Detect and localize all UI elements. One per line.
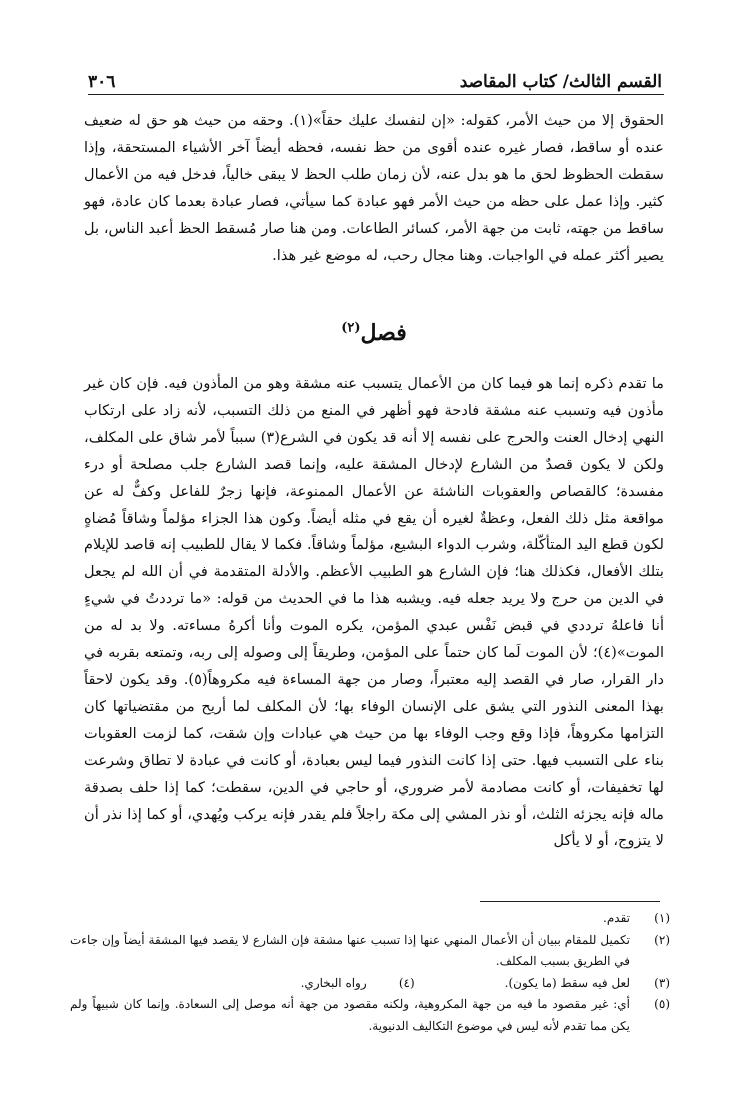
footnotes [70, 908, 670, 1037]
footnote-divider [480, 901, 660, 902]
section-note-ref: (٢) [341, 320, 361, 336]
footnote-5 [70, 994, 670, 1037]
footnote-number: (٥) [654, 997, 670, 1011]
page-header [88, 58, 662, 92]
footnote-4 [301, 973, 415, 995]
footnote-number: (٣) [654, 975, 670, 990]
paragraph-1: الحقوق إلا من حيث الأمر، كقوله: «إن لنفسك عليك حقاً»(١). وحقه من حيث هو حق له ضعيف عنده أو ساقط، فصار غيره عنده أقوى من حظ نفسه، فحظه أيضاً آخر الأشياء المستحقة، وإذا سقطت الحظوظ لحق ما هو بدل عنه، لأن زمان طلب الحظ لا يبقى خالياً، فدخل فيه من الأعمال كثير. وإذا عمل على حظه من حيث الأمر فهو عبادة كما سيأتي، فصار عبادة بعدما كان عادة، فهو ساقط من جهته، ثابت من جهة الأمر، كسائر الطاعات. ومن هنا صار مُسقط الحظ أعبد الناس، بل يصير أكثر عمله في الواجبات. وهنا مجال رحب، له موضع غير هذا. [84, 112, 664, 264]
section-title: فصل [360, 320, 407, 346]
footnote-text: تكميل للمقام ببيان أن الأعمال المنهي عنها إذا تسبب عنها مشقة فإن الشارع لا يقصد فيها المشقة أيضاً وإن جاءت في الطريق بسبب المكلف. [70, 932, 630, 968]
footnote-text: رواه البخاري. [300, 975, 367, 990]
footnote-text: أي: غير مقصود ما فيه من جهة المكروهية، ولكنه مقصود من جهة أنه موصل إلى السعادة. وإنما كان شبيهاً ولم يكن مما تقدم لأنه ليس في موضوع التكاليف الدنيوية. [70, 997, 630, 1033]
paragraph-2: ما تقدم ذكره إنما هو فيما كان من الأعمال يتسبب عنه مشقة وهو من المأذون فيه. فإن كان غير مأذون فيه وتسبب عنه مشقة فادحة فهو أظهر في المنع من ذلك التسبب، لأنه زاد على ارتكاب النهي إدخال العنت والحرج على نفسه إلا أنه قد يكون في الشرع(٣) سبباً لأمر شاق على المكلف، ولكن لا يكون قصدٌ من الشارع لإدخال المشقة عليه، وإنما قصد الشارع جلب مصلحة أو درء مفسدة؛ كالقصاص والعقوبات الناشئة عن الأعمال الممنوعة، فإنها زجرٌ للفاعل وكفٌّ له عن مواقعة مثل ذلك الفعل، وعظةٌ لغيره أن يقع في مثله أيضاً. وكون هذا الجزاء مؤلماً وشاقاً مُضاهٍ لكون قطع اليد المتأكّلة، وشرب الدواء البشيع، مؤلماً وشاقاً. فكما لا يقال للطبيب إنه قاصد للإيلام بتلك الأفعال، فكذلك هنا؛ فإن الشارع هو الطبيب الأعظم. والأدلة المتقدمة في أن الله لم يجعل في الدين من حرج ولا يريد جعله فيه. ويشبه هذا ما في الحديث من قوله: «ما ترددتُ في شيءٍ أنا فاعلهُ ترددي في قبض نَفْس عبدي المؤمن، يكره الموت وأنا أكرهُ مساءته. ولا بد له من الموت»(٤)؛ لأن الموت لَما كان حتماً على المؤمن، وطريقاً إلى وصوله إلى ربه، وتمتعه بقربه في دار القرار، صار في القصد إليه معتبراً، وصار من جهة المساءة فيه مكروهاً(٥). وقد يكون لاحقاً بهذا المعنى النذور التي يشق على الإنسان الوفاء بها؛ لأن المكلف لما أريح من مقتضياتها كان التزامها مكروهاً، فإذا وقع وجب الوفاء بها من حيث هي عبادات وإن شقت، كما لزمت العقوبات بناء على التسبب فيها. حتى إذا كانت النذور فيما ليس بعبادة، أو كانت في عبادة لا تطاق وشرعت لها تخفيفات، أو كانت مصادمة لأمر ضروري، أو حاجي في الدين، سقطت؛ كما إذا حلف بصدقة ماله فإنه يجزئه الثلث، أو نذر المشي إلى مكة راجلاً فلم يقدر فإنه يركب ويُهدي، أو كما إذا نذر أن لا يتزوج، أو لا يأكل [84, 375, 665, 850]
footnote-3-4 [70, 973, 670, 995]
footnote-1 [70, 908, 670, 930]
footnote-text: تقدم. [603, 911, 630, 925]
running-title: القسم الثالث/ كتاب المقاصد [459, 72, 662, 92]
footnote-number: (٤) [398, 975, 415, 990]
page-number: ٣٠٦ [88, 72, 116, 92]
footnote-text: لعل فيه سقط (ما يكون). [504, 975, 630, 990]
footnote-number: (٢) [654, 932, 670, 947]
header-divider [88, 94, 664, 95]
section-heading [84, 320, 664, 346]
footnote-2 [70, 930, 670, 973]
footnote-number: (١) [654, 911, 670, 925]
